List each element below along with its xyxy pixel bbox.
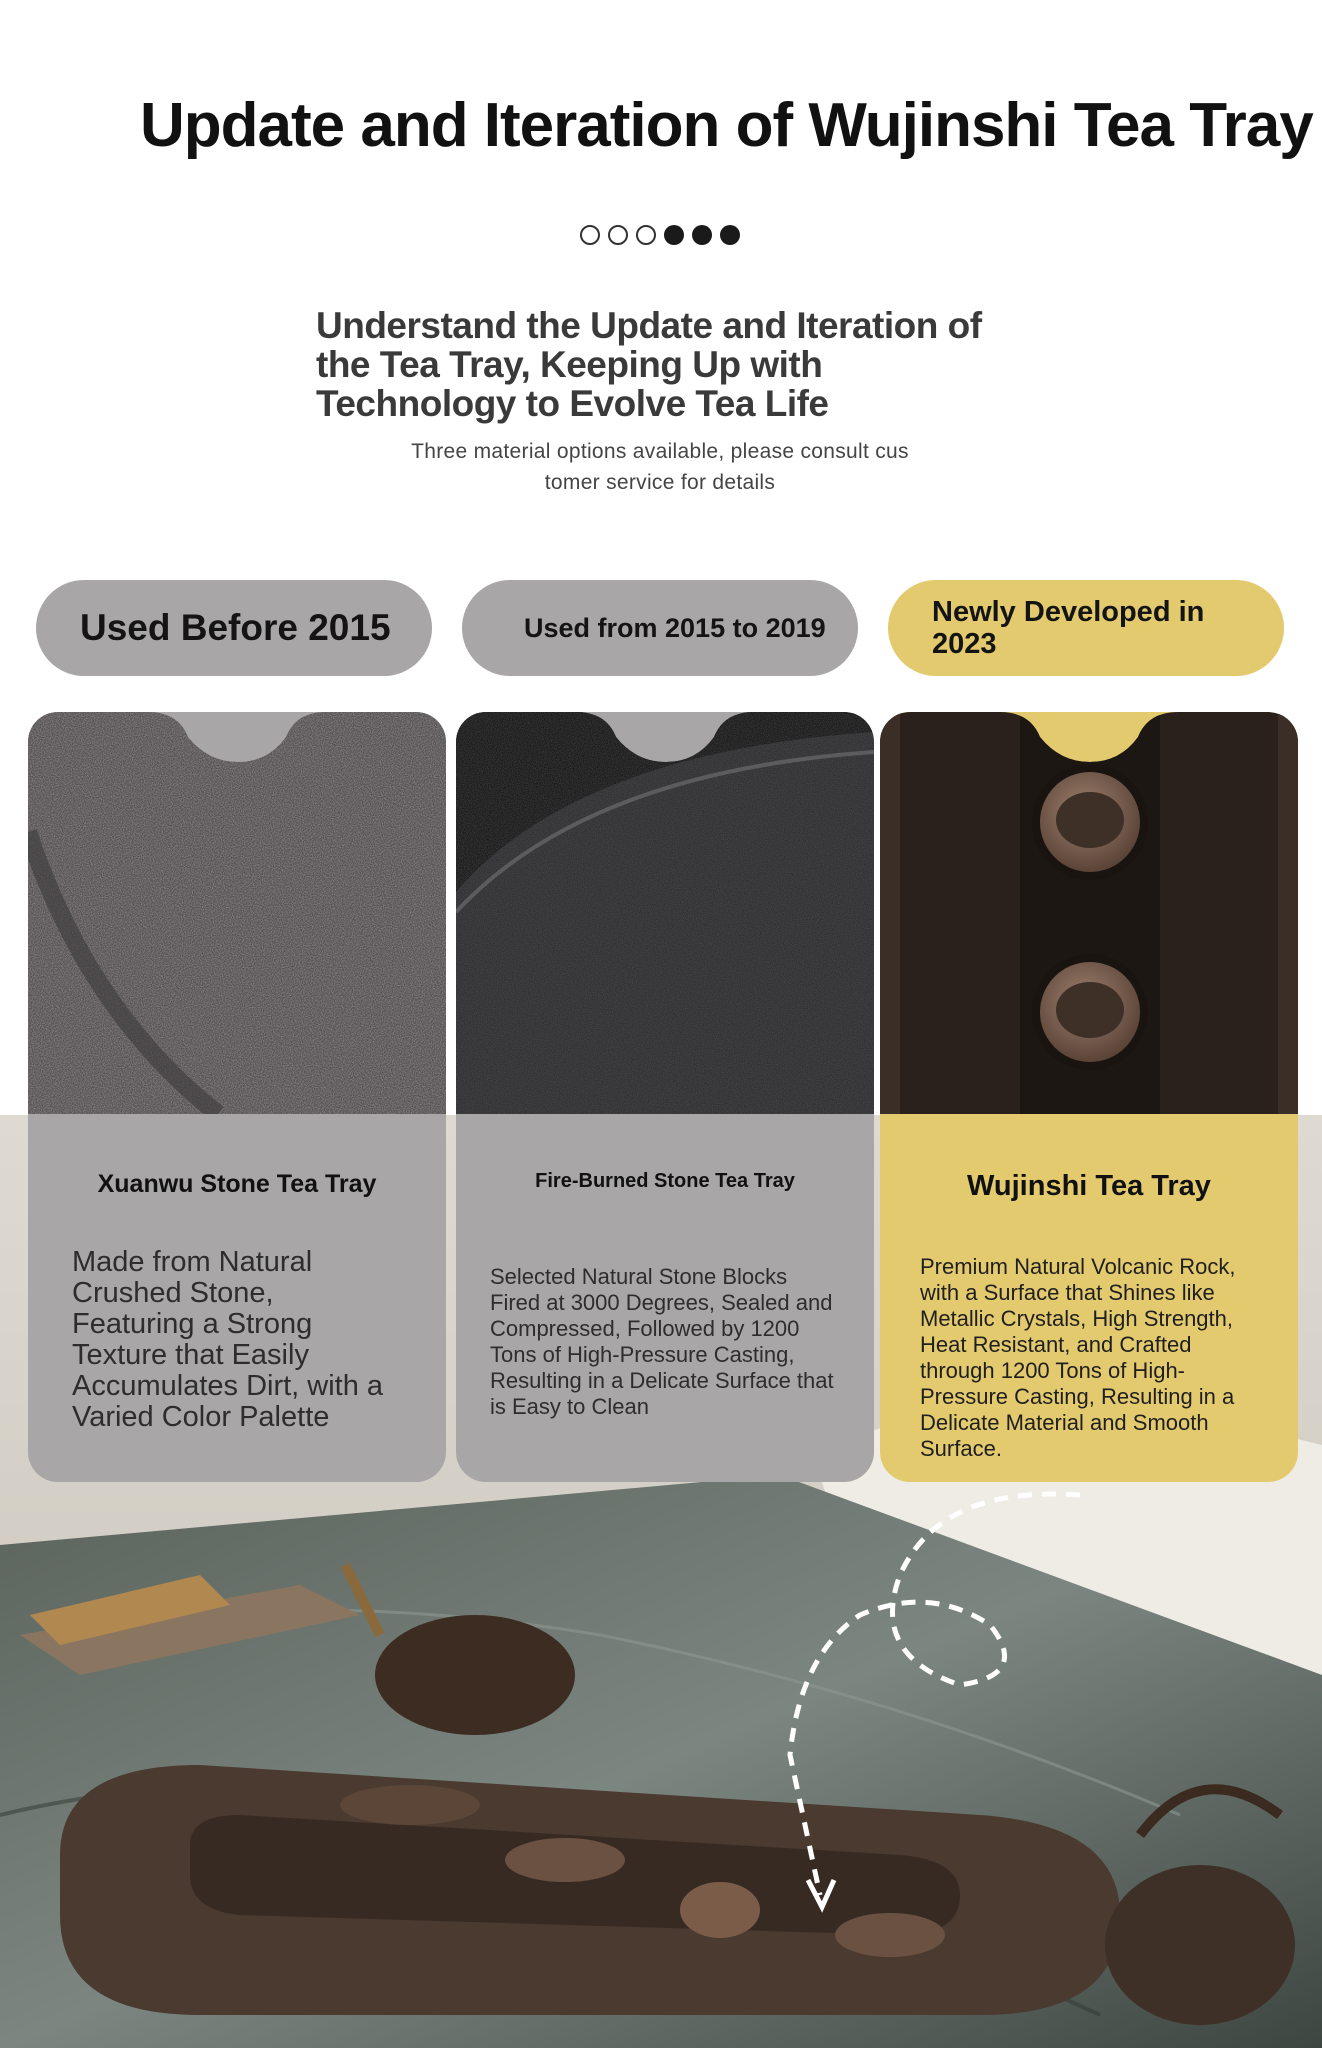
intro-heading-line: Technology to Evolve Tea Life [316,383,829,424]
carousel-pager [580,225,740,245]
card-title: Fire-Burned Stone Tea Tray [535,1170,795,1192]
card-wujinshi [880,712,1298,1482]
card-description: Selected Natural Stone Blocks Fired at 3000 Degrees, Sealed and Compressed, Followed by 1200 Tons of High-Pressure Casting, Resulting in a Delicate Surface that is Easy to Clean [490,1264,834,1419]
pager-dot[interactable] [580,225,600,245]
card-title: Wujinshi Tea Tray [967,1170,1211,1202]
material-note-line: Three material options available, please consult cus [411,440,909,463]
era-label: Used Before 2015 [80,607,391,648]
card-description: Premium Natural Volcanic Rock, with a Surface that Shines like Metallic Crystals, High Strength, Heat Resistant, and Crafted through 1200 Tons of High-Pressure Casting, Resulting in a Delicate Material and Smooth Surface. [920,1254,1236,1461]
card-description: Made from Natural Crushed Stone, Featuring a Strong Texture that Easily Accumulates Dirt, with a Varied Color Palette [72,1246,384,1433]
page-title: Update and Iteration of Wujinshi Tea Tray [140,91,1313,160]
wujinshi-tray-image [880,712,1298,1114]
pager-dot[interactable] [636,225,656,245]
intro-heading [316,306,1036,423]
card-xuanwu-stone [28,712,446,1482]
era-label: Newly Developed in 2023 [932,596,1205,660]
pager-dot-active[interactable] [664,225,684,245]
era-pill-2023 [888,580,1284,676]
fire-burned-stone-texture-image [456,712,874,1114]
xuanwu-stone-texture-image [28,712,446,1114]
era-pill-before-2015 [36,580,432,676]
intro-heading-line: the Tea Tray, Keeping Up with [316,344,823,385]
pager-dot-active[interactable] [720,225,740,245]
card-fire-burned-stone [456,712,874,1482]
material-note-line: tomer service for details [544,471,776,494]
pager-dot[interactable] [608,225,628,245]
pager-dot-active[interactable] [692,225,712,245]
era-label: Used from 2015 to 2019 [524,612,826,643]
era-pill-2015-2019 [462,580,858,676]
card-title: Xuanwu Stone Tea Tray [97,1170,377,1198]
material-note [380,436,940,498]
intro-heading-line: Understand the Update and Iteration of [316,305,982,346]
